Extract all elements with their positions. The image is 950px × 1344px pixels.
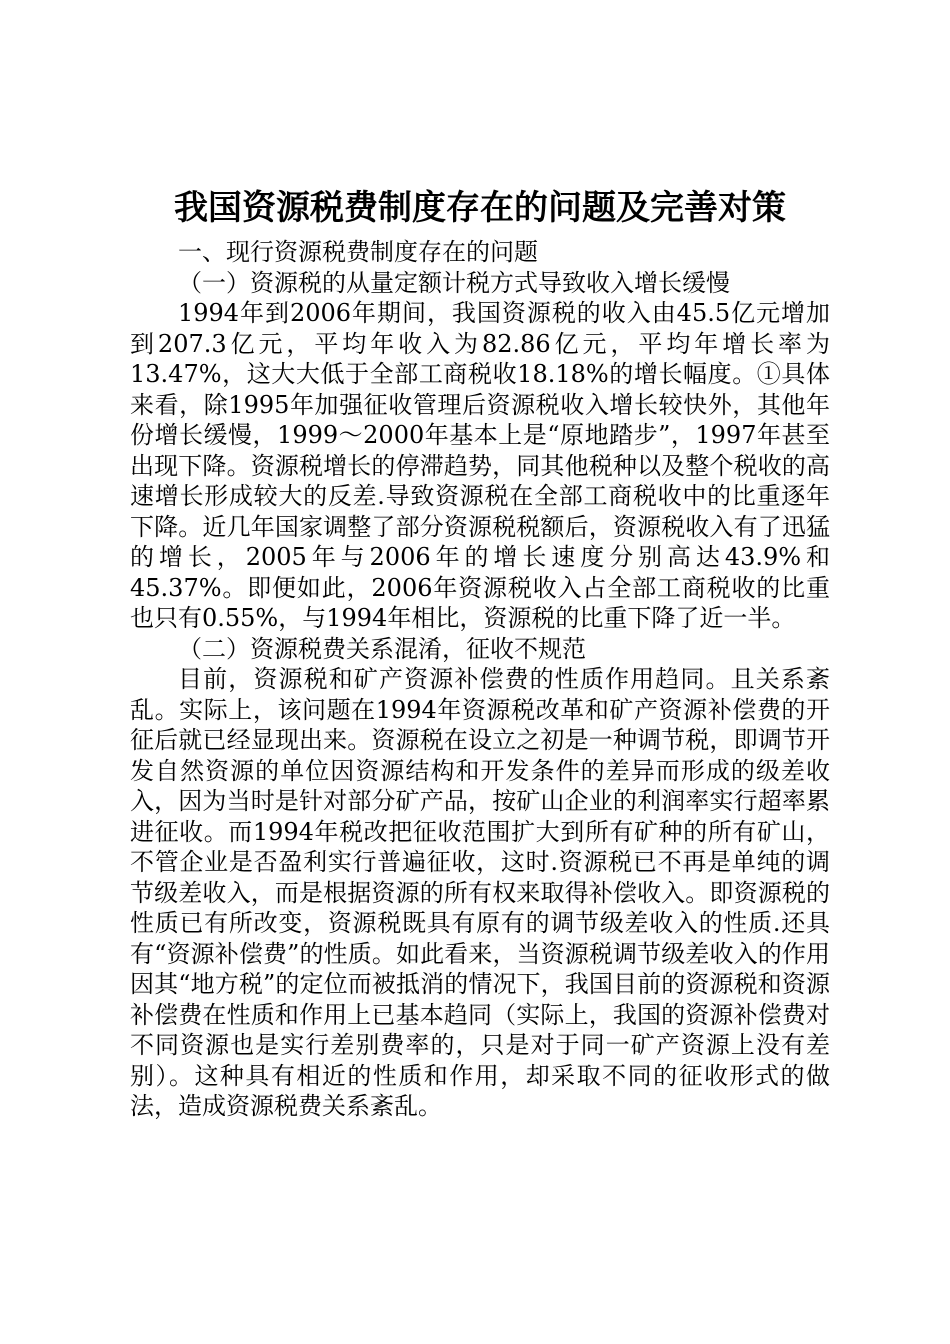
body-paragraph-1: 1994年到2006年期间，我国资源税的收入由45.5亿元增加到207.3亿元，平均年收入为82.86亿元，平均年增长率为13.47%，这大大低于全部工商税收18.18%的增长幅度。①具体来看，除1995年加强征收管理后资源税收入增长较快外，其他年份增长缓慢，1999～2000年基本上是“原地踏步”，1997年甚至出现下降。资源税增长的停滞趋势，同其他税种以及整个税收的高速增长形成较大的反差.导致资源税在全部工商税收中的比重逐年下降。近几年国家调整了部分资源税税额后，资源税收入有了迅猛的增长，2005年与2006年的增长速度分别高达43.9%和45.37%。即便如此，2006年资源税收入占全部工商税收的比重也只有0.55%，与1994年相比，资源税的比重下降了近一半。 [130, 299, 830, 632]
document-title: 我国资源税费制度存在的问题及完善对策 [174, 188, 786, 228]
document-page [130, 183, 830, 1122]
subsection-heading-2: （二）资源税费关系混淆，征收不规范 [178, 634, 586, 663]
section-heading: 一、现行资源税费制度存在的问题 [178, 238, 538, 266]
body-paragraph-2: 目前，资源税和矿产资源补偿费的性质作用趋同。且关系紊乱。实际上，该问题在1994年资源税改革和矿产资源补偿费的开征后就已经显现出来。资源税在设立之初是一种调节税，即调节开发自然资源的单位因资源结构和开发条件的差异而形成的级差收入，因为当时是针对部分矿产品，按矿山企业的利润率实行超率累进征收。而1994年税改把征收范围扩大到所有矿种的所有矿山，不管企业是否盈利实行普遍征收，这时.资源税已不再是单纯的调节级差收入，而是根据资源的所有权来取得补偿收入。即资源税的性质已有所改变，资源税既具有原有的调节级差收入的性质.还具有“资源补偿费”的性质。如此看来，当资源税调节级差收入的作用因其“地方税”的定位而被抵消的情况下，我国目前的资源税和资源补偿费在性质和作用上已基本趋同（实际上，我国的资源补偿费对不同资源也是实行差别费率的，只是对于同一矿产资源上没有差别）。这种具有相近的性质和作用，却采取不同的征收形式的做法，造成资源税费关系紊乱。 [130, 665, 830, 1120]
subsection-heading-1: （一）资源税的从量定额计税方式导致收入增长缓慢 [178, 268, 730, 297]
